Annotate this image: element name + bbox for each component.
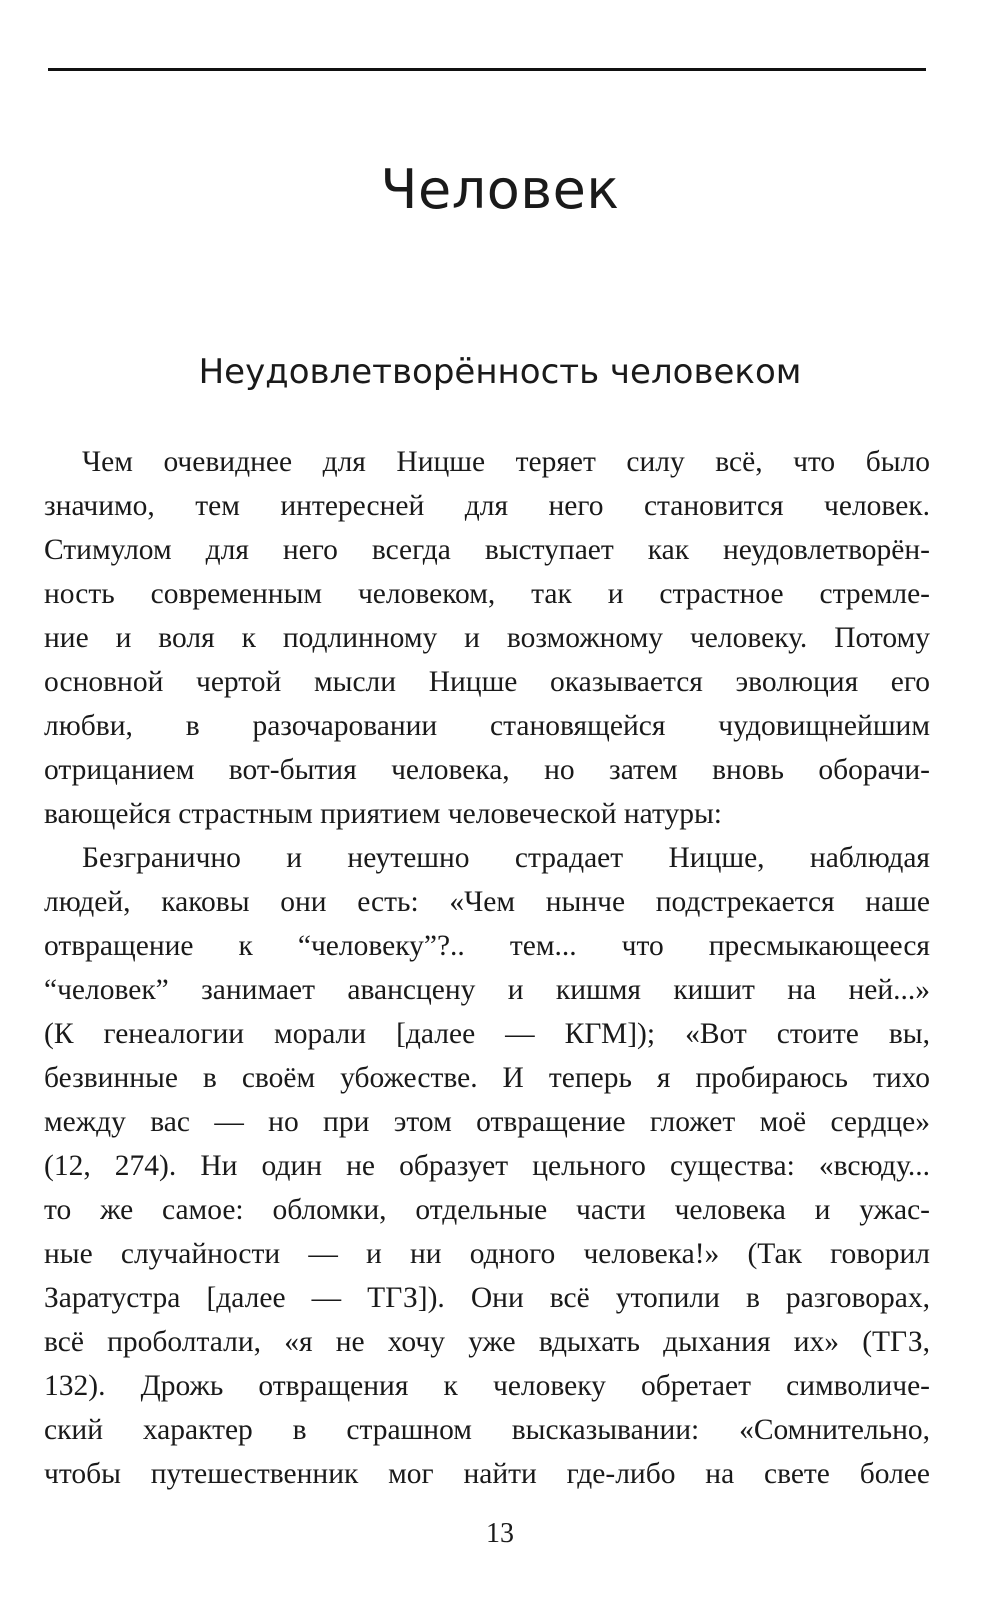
body-text (44, 440, 930, 1496)
text-line: чтобы путешественник мог найти где-либо на свете более (44, 1458, 930, 1490)
text-line: (12, 274). Ни один не образует цельного существа: «всюду... (44, 1150, 930, 1182)
text-line: (К генеалогии морали [далее — КГМ]); «Вот стоите вы, (44, 1018, 930, 1050)
text-line: ные случайности — и ни одного человека!» (Так говорил (44, 1238, 930, 1270)
text-line: Чем очевиднее для Ницше теряет силу всё, что было (82, 446, 930, 478)
text-line: между вас — но при этом отвращение гложет моё сердце» (44, 1106, 930, 1138)
page-number: 13 (486, 1518, 514, 1549)
text-line: ский характер в страшном высказывании: «Сомнительно, (44, 1414, 930, 1446)
text-line: людей, каковы они есть: «Чем нынче подстрекается наше (44, 886, 930, 918)
text-line: любви, в разочаровании становящейся чудовищнейшим (44, 710, 930, 742)
text-line: Безгранично и неутешно страдает Ницше, наблюдая (82, 842, 930, 874)
text-line: основной чертой мысли Ницше оказывается эволюция его (44, 666, 930, 698)
text-line: Стимулом для него всегда выступает как неудовлетворён- (44, 534, 930, 566)
text-line: “человек” занимает авансцену и кишмя кишит на ней...» (44, 974, 930, 1006)
text-line: ность современным человеком, так и страстное стремле- (44, 578, 930, 610)
text-line: безвинные в своём убожестве. И теперь я пробираюсь тихо (44, 1062, 930, 1094)
text-line: отвращение к “человеку”?.. тем... что пресмыкающееся (44, 930, 930, 962)
text-line: то же самое: обломки, отдельные части человека и ужас- (44, 1194, 930, 1226)
text-line: отрицанием вот-бытия человека, но затем вновь оборачи- (44, 754, 930, 786)
text-line: ние и воля к подлинному и возможному человеку. Потому (44, 622, 930, 654)
chapter-title: Человек (380, 158, 620, 221)
text-line: Заратустра [далее — ТГЗ]). Они всё утопили в разговорах, (44, 1282, 930, 1314)
text-line: значимо, тем интересней для него становится человек. (44, 490, 930, 522)
top-rule (48, 68, 926, 71)
text-line: вающейся страстным приятием человеческой натуры: (44, 798, 722, 830)
section-title: Неудовлетворённость человеком (198, 352, 802, 392)
text-line: всё проболтали, «я не хочу уже вдыхать дыхания их» (ТГЗ, (44, 1326, 930, 1358)
text-line: 132). Дрожь отвращения к человеку обретает символиче- (44, 1370, 930, 1402)
